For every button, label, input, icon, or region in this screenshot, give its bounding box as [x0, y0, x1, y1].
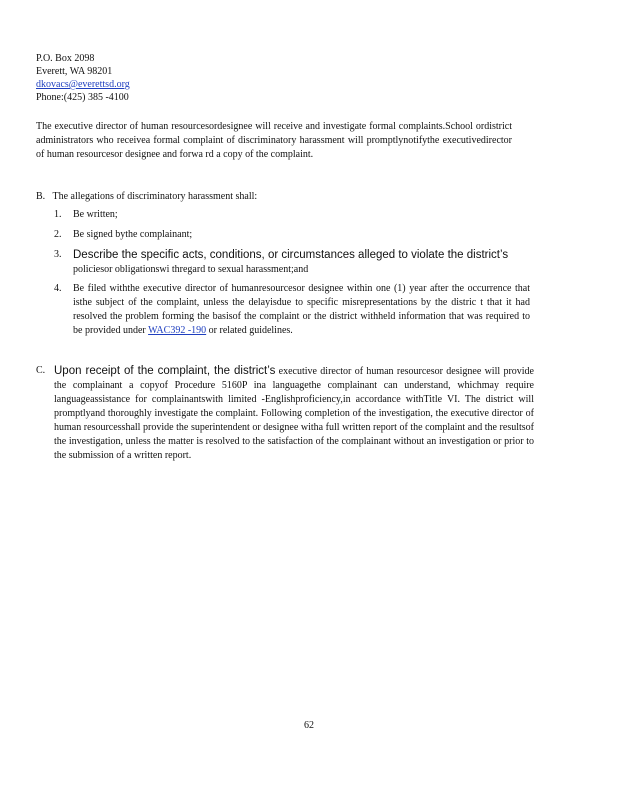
- section-b-label: B.: [36, 191, 46, 202]
- list-item-2: [54, 228, 530, 242]
- list-item-3: [54, 248, 530, 277]
- po-box-line: P.O. Box 2098: [36, 53, 95, 64]
- section-c-lead: Upon receipt of the complaint, the district’s: [54, 365, 276, 377]
- list-item-4: [54, 282, 530, 338]
- list-text: policiesor obligationswi thregard to sexual harassment;and: [73, 264, 309, 275]
- list-number: 2.: [54, 229, 62, 240]
- address-block: [36, 52, 130, 104]
- email-link[interactable]: dkovacs@everettsd.org: [36, 79, 130, 90]
- list-number: 1.: [54, 209, 62, 220]
- city-line: Everett, WA 98201: [36, 66, 113, 77]
- list-text: Be filed withthe executive director of humanresourcesor designee within one (1) year after the occurrence that isthe subject of the complaint, unless the delayisdue to specific misrepresentations by the distric t that it had resolved the problem forming the basisof the complaint or the district withheld information that was required to be provided under: [73, 283, 530, 336]
- wac-link[interactable]: WAC392 -190: [148, 325, 207, 336]
- list-text: Be signed bythe complainant;: [73, 229, 193, 240]
- list-number: 4.: [54, 283, 62, 294]
- list-text-large: Describe the specific acts, conditions, or circumstances alleged to violate the district’s: [73, 249, 509, 261]
- intro-paragraph: The executive director of human resourcesordesignee will receive and investigate formal complaints.School ordistrict administrators who receivea formal complaint of discriminatory harassment will promptlynotifythe executivedirector of human resourcesor designee and forwa rd a copy of the complaint.: [36, 121, 512, 160]
- list-text-tail: or related guidelines.: [208, 325, 293, 336]
- phone-line: Phone:(425) 385 -4100: [36, 92, 129, 103]
- section-b-text: The allegations of discriminatory harassment shall:: [52, 191, 258, 202]
- list-number: 3.: [54, 249, 62, 260]
- section-b-heading: [36, 190, 556, 204]
- section-c-label: C.: [36, 365, 46, 376]
- section-c: [36, 364, 534, 463]
- section-c-text: executive director of human resourcesor designee will provide the complainant a copyof Procedure 5160P ina languagethe complainant can understand, whichmay require languageassistance for complainantswith limited -Englishproficiency,in accordance withTitle VI. The district will promptlyand thoroughly investigate the complaint. Following completion of the investigation, the executive director of human resourcesshall provide the superintendent or designee witha full written report of the complaint and the resultsof the investigation, unless the matter is resolved to the satisfaction of the complainant without an investigation or prior to the submission of a written report.: [54, 366, 534, 461]
- list-text: Be written;: [73, 209, 118, 220]
- page-number: 62: [304, 720, 314, 731]
- list-item-1: [54, 208, 530, 222]
